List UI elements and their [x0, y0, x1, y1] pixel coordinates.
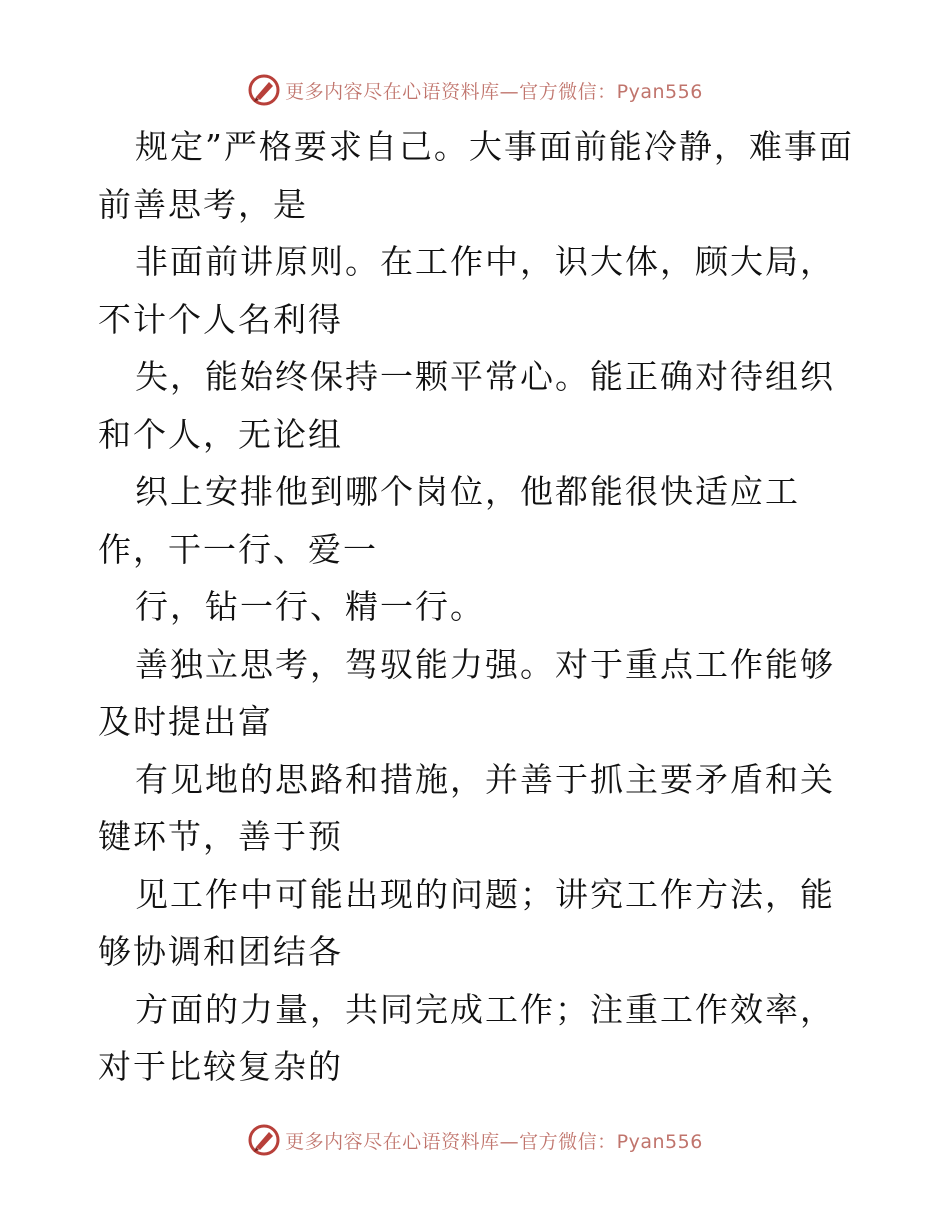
paragraph-2: 非面前讲原则。在工作中，识大体，顾大局，不计个人名利得: [98, 242, 835, 339]
paragraph-3: 失，能始终保持一颗平常心。能正确对待组织和个人，无论组: [98, 357, 835, 454]
document-body: [98, 118, 858, 1096]
paragraph-1: 规定”严格要求自己。大事面前能冷静，难事面前善思考，是: [98, 127, 854, 224]
paragraph-5: 行，钻一行、精一行。: [135, 587, 485, 626]
paragraph-9: 方面的力量，共同完成工作；注重工作效率，对于比较复杂的: [98, 989, 835, 1086]
header-banner: [0, 70, 950, 110]
footer-banner-text: 更多内容尽在心语资料库—官方微信：Pyan556: [285, 1130, 703, 1153]
footer-banner: [0, 1120, 950, 1160]
paragraph-4: 织上安排他到哪个岗位，他都能很快适应工作，干一行、爱一: [98, 472, 800, 569]
header-banner-text: 更多内容尽在心语资料库—官方微信：Pyan556: [285, 80, 703, 103]
pen-nib-logo-icon: [247, 1123, 281, 1157]
pen-nib-logo-icon: [247, 73, 281, 107]
paragraph-6: 善独立思考，驾驭能力强。对于重点工作能够及时提出富: [98, 644, 835, 741]
paragraph-8: 见工作中可能出现的问题；讲究工作方法，能够协调和团结各: [98, 874, 835, 971]
paragraph-7: 有见地的思路和措施，并善于抓主要矛盾和关键环节，善于预: [98, 759, 835, 856]
